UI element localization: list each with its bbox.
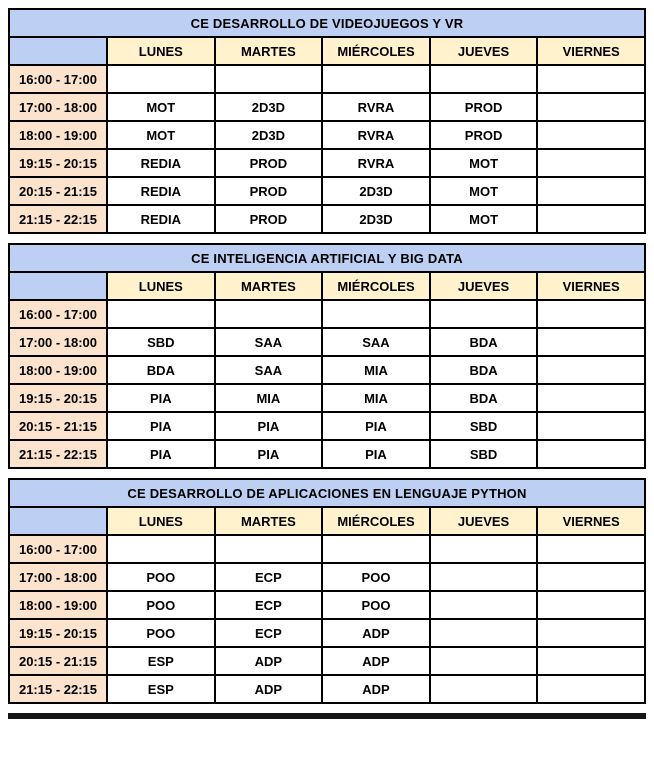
course-cell: SAA [215,356,323,384]
day-header-4: JUEVES [430,272,538,300]
schedule-row [9,675,645,703]
table-title: CE INTELIGENCIA ARTIFICIAL Y BIG DATA [9,244,645,272]
course-cell: BDA [430,356,538,384]
course-cell: MIA [322,384,430,412]
course-cell: 2D3D [322,177,430,205]
course-cell: REDIA [107,205,215,233]
course-cell: PIA [107,412,215,440]
course-cell: MIA [322,356,430,384]
course-cell: BDA [430,328,538,356]
time-slot-label: 18:00 - 19:00 [9,591,107,619]
course-cell: MIA [215,384,323,412]
course-cell: MOT [430,149,538,177]
time-slot-label: 20:15 - 21:15 [9,647,107,675]
course-cell: 2D3D [215,121,323,149]
time-slot-label: 21:15 - 22:15 [9,675,107,703]
day-header-5: VIERNES [537,272,645,300]
course-cell [537,647,645,675]
course-cell: PIA [107,384,215,412]
day-header-1: LUNES [107,37,215,65]
course-cell: POO [322,563,430,591]
course-cell: MOT [107,93,215,121]
schedule-tables [8,8,646,704]
course-cell: MOT [430,205,538,233]
course-cell: REDIA [107,149,215,177]
table-title-row [9,9,645,37]
course-cell: ADP [215,675,323,703]
course-cell: ECP [215,563,323,591]
course-cell: 2D3D [215,93,323,121]
time-slot-label: 19:15 - 20:15 [9,384,107,412]
next-table-cutoff-edge [8,713,646,719]
course-cell [537,328,645,356]
course-cell [430,647,538,675]
day-header-2: MARTES [215,37,323,65]
schedule-row [9,149,645,177]
corner-cell [9,507,107,535]
course-cell: SAA [322,328,430,356]
course-cell: MOT [430,177,538,205]
schedule-row [9,205,645,233]
time-slot-label: 18:00 - 19:00 [9,121,107,149]
schedule-row [9,535,645,563]
course-cell: ADP [322,675,430,703]
course-cell: POO [107,619,215,647]
course-cell: ADP [215,647,323,675]
time-slot-label: 16:00 - 17:00 [9,300,107,328]
schedule-row [9,177,645,205]
course-cell [430,619,538,647]
course-cell: BDA [430,384,538,412]
course-cell [430,675,538,703]
course-cell [430,591,538,619]
schedule-row [9,384,645,412]
course-cell: ADP [322,647,430,675]
schedule-row [9,591,645,619]
course-cell: 2D3D [322,205,430,233]
course-cell [537,675,645,703]
day-header-2: MARTES [215,272,323,300]
course-cell: ADP [322,619,430,647]
course-cell: POO [107,591,215,619]
course-cell [430,300,538,328]
course-cell: PIA [322,412,430,440]
course-cell: BDA [107,356,215,384]
time-slot-label: 21:15 - 22:15 [9,205,107,233]
table-title: CE DESARROLLO DE VIDEOJUEGOS Y VR [9,9,645,37]
time-slot-label: 20:15 - 21:15 [9,412,107,440]
course-cell: PROD [430,121,538,149]
time-slot-label: 19:15 - 20:15 [9,149,107,177]
corner-cell [9,272,107,300]
time-slot-label: 16:00 - 17:00 [9,65,107,93]
course-cell [537,121,645,149]
schedule-row [9,93,645,121]
course-cell: RVRA [322,93,430,121]
schedule-row [9,440,645,468]
course-cell: POO [322,591,430,619]
course-cell: POO [107,563,215,591]
day-header-3: MIÉRCOLES [322,272,430,300]
schedule-row [9,356,645,384]
day-header-row [9,507,645,535]
day-header-row [9,37,645,65]
schedule-row [9,121,645,149]
course-cell: REDIA [107,177,215,205]
schedule-row [9,563,645,591]
schedule-row [9,328,645,356]
time-slot-label: 19:15 - 20:15 [9,619,107,647]
time-slot-label: 17:00 - 18:00 [9,328,107,356]
time-slot-label: 21:15 - 22:15 [9,440,107,468]
course-cell [107,65,215,93]
schedule-row [9,619,645,647]
course-schedule-table [8,243,646,469]
course-cell [322,535,430,563]
schedule-row [9,412,645,440]
day-header-5: VIERNES [537,507,645,535]
course-cell: SAA [215,328,323,356]
course-cell [537,149,645,177]
day-header-2: MARTES [215,507,323,535]
course-cell [537,93,645,121]
time-slot-label: 17:00 - 18:00 [9,563,107,591]
time-slot-label: 18:00 - 19:00 [9,356,107,384]
course-cell: PROD [215,205,323,233]
course-cell: RVRA [322,121,430,149]
course-cell: PIA [215,412,323,440]
day-header-4: JUEVES [430,37,538,65]
course-cell: ECP [215,591,323,619]
day-header-3: MIÉRCOLES [322,507,430,535]
course-cell [537,177,645,205]
course-cell: ECP [215,619,323,647]
course-cell: PIA [322,440,430,468]
time-slot-label: 16:00 - 17:00 [9,535,107,563]
time-slot-label: 17:00 - 18:00 [9,93,107,121]
course-cell [107,300,215,328]
course-schedule-table [8,478,646,704]
course-cell [537,384,645,412]
course-cell: PIA [107,440,215,468]
course-cell: SBD [430,412,538,440]
course-cell [537,205,645,233]
course-cell [215,65,323,93]
course-cell: ESP [107,675,215,703]
course-cell: PROD [430,93,538,121]
course-cell [537,300,645,328]
course-cell: ESP [107,647,215,675]
course-cell [537,535,645,563]
course-cell [430,65,538,93]
course-cell [537,440,645,468]
schedule-row [9,647,645,675]
time-slot-label: 20:15 - 21:15 [9,177,107,205]
day-header-5: VIERNES [537,37,645,65]
course-cell: SBD [430,440,538,468]
course-cell [537,563,645,591]
course-cell [537,356,645,384]
course-cell [430,535,538,563]
course-cell: PROD [215,149,323,177]
course-cell [537,619,645,647]
table-title: CE DESARROLLO DE APLICACIONES EN LENGUAJE PYTHON [9,479,645,507]
course-cell [537,591,645,619]
day-header-row [9,272,645,300]
day-header-3: MIÉRCOLES [322,37,430,65]
table-title-row [9,479,645,507]
course-cell [322,300,430,328]
course-cell [215,300,323,328]
table-title-row [9,244,645,272]
course-cell [537,65,645,93]
corner-cell [9,37,107,65]
course-cell: RVRA [322,149,430,177]
course-cell [537,412,645,440]
course-cell [430,563,538,591]
course-schedule-table [8,8,646,234]
day-header-1: LUNES [107,272,215,300]
day-header-1: LUNES [107,507,215,535]
course-cell [322,65,430,93]
course-cell: MOT [107,121,215,149]
schedule-row [9,300,645,328]
course-cell: SBD [107,328,215,356]
course-cell [215,535,323,563]
day-header-4: JUEVES [430,507,538,535]
course-cell: PROD [215,177,323,205]
schedule-row [9,65,645,93]
course-cell: PIA [215,440,323,468]
course-cell [107,535,215,563]
